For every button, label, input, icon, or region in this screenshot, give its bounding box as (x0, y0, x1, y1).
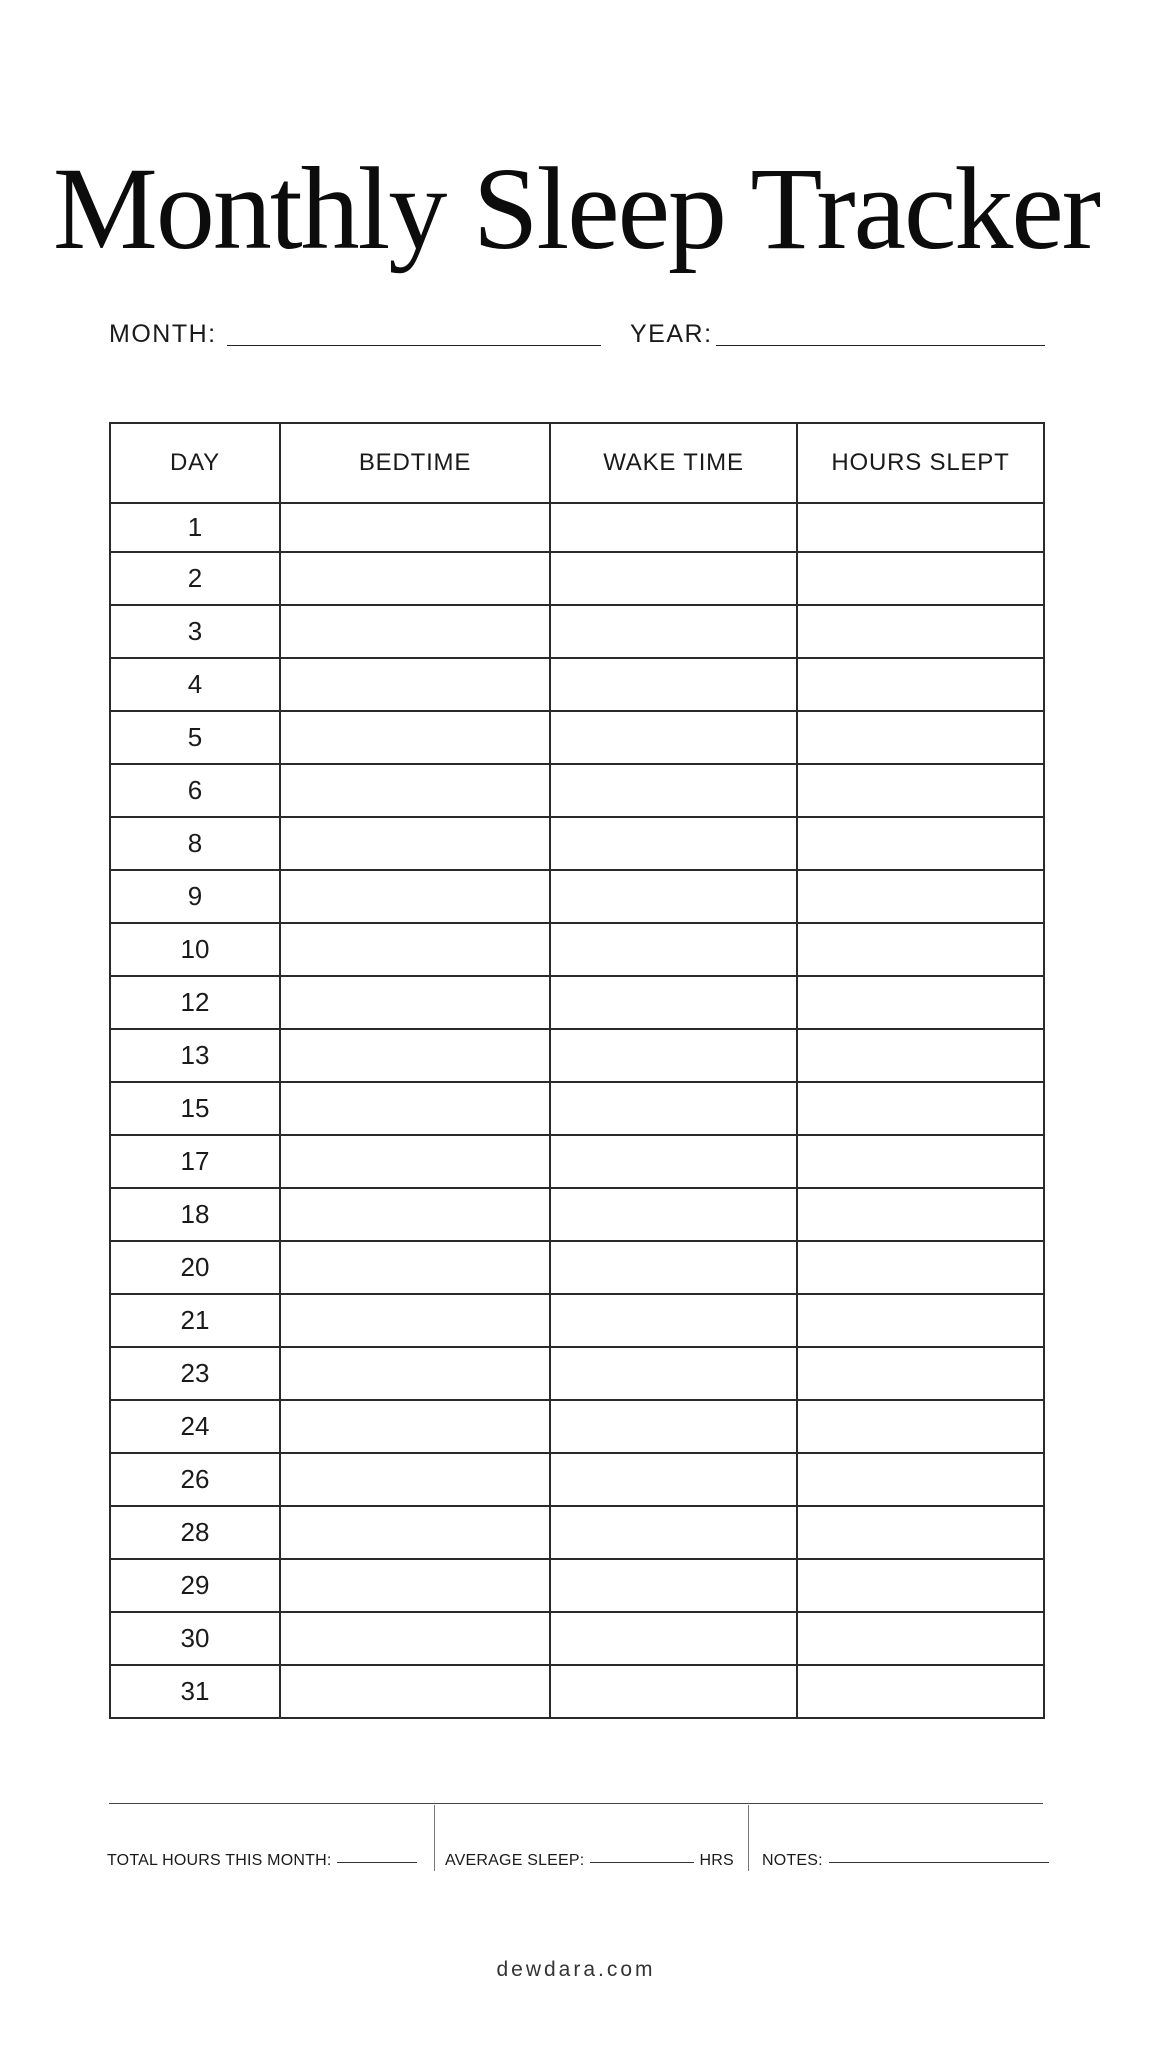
day-cell: 18 (110, 1188, 280, 1241)
wake-time-cell[interactable] (550, 870, 797, 923)
bedtime-cell[interactable] (280, 1135, 550, 1188)
table-row (110, 1453, 1044, 1506)
notes-field[interactable] (762, 1838, 1049, 1870)
hours-slept-cell[interactable] (797, 1453, 1044, 1506)
table-row (110, 1665, 1044, 1718)
table-header-row (110, 423, 1044, 503)
total-hours-blank-line[interactable] (337, 1862, 417, 1863)
table-row (110, 1559, 1044, 1612)
header-day: DAY (110, 423, 280, 503)
table-row (110, 1612, 1044, 1665)
notes-blank-line[interactable] (829, 1862, 1049, 1863)
table-row (110, 711, 1044, 764)
wake-time-cell[interactable] (550, 1241, 797, 1294)
table-row (110, 503, 1044, 552)
bedtime-cell[interactable] (280, 1241, 550, 1294)
bedtime-cell[interactable] (280, 1506, 550, 1559)
bedtime-cell[interactable] (280, 976, 550, 1029)
hours-slept-cell[interactable] (797, 711, 1044, 764)
bedtime-cell[interactable] (280, 503, 550, 552)
wake-time-cell[interactable] (550, 503, 797, 552)
table-row (110, 1082, 1044, 1135)
month-label: MONTH: (109, 320, 217, 348)
day-cell: 12 (110, 976, 280, 1029)
hours-slept-cell[interactable] (797, 658, 1044, 711)
wake-time-cell[interactable] (550, 1506, 797, 1559)
bedtime-cell[interactable] (280, 1347, 550, 1400)
table-row (110, 1241, 1044, 1294)
day-cell: 15 (110, 1082, 280, 1135)
year-blank-line[interactable] (716, 345, 1045, 346)
bedtime-cell[interactable] (280, 817, 550, 870)
wake-time-cell[interactable] (550, 764, 797, 817)
wake-time-cell[interactable] (550, 817, 797, 870)
page-title: Monthly Sleep Tracker (52, 143, 1100, 274)
table-row (110, 817, 1044, 870)
hours-slept-cell[interactable] (797, 1082, 1044, 1135)
hours-slept-cell[interactable] (797, 1241, 1044, 1294)
summary-divider (434, 1805, 435, 1871)
brand-footer: dewdara.com (496, 1958, 656, 1981)
hours-slept-cell[interactable] (797, 1347, 1044, 1400)
bedtime-cell[interactable] (280, 605, 550, 658)
day-cell: 28 (110, 1506, 280, 1559)
total-hours-field[interactable] (107, 1838, 422, 1870)
wake-time-cell[interactable] (550, 552, 797, 605)
month-field[interactable] (109, 318, 601, 352)
hours-slept-cell[interactable] (797, 1612, 1044, 1665)
header-bedtime: BEDTIME (280, 423, 550, 503)
hours-slept-cell[interactable] (797, 870, 1044, 923)
wake-time-cell[interactable] (550, 658, 797, 711)
table-row (110, 1029, 1044, 1082)
header-hours-slept: HOURS SLEPT (797, 423, 1044, 503)
day-cell: 9 (110, 870, 280, 923)
table-row (110, 764, 1044, 817)
day-cell: 13 (110, 1029, 280, 1082)
bedtime-cell[interactable] (280, 1559, 550, 1612)
hours-slept-cell[interactable] (797, 1665, 1044, 1718)
bedtime-cell[interactable] (280, 1188, 550, 1241)
hours-slept-cell[interactable] (797, 1029, 1044, 1082)
table-row (110, 658, 1044, 711)
table-row (110, 1506, 1044, 1559)
bedtime-cell[interactable] (280, 1453, 550, 1506)
bedtime-cell[interactable] (280, 711, 550, 764)
bedtime-cell[interactable] (280, 658, 550, 711)
table-row (110, 870, 1044, 923)
total-hours-label: TOTAL HOURS THIS MONTH: (107, 1852, 332, 1869)
bedtime-cell[interactable] (280, 1082, 550, 1135)
bedtime-cell[interactable] (280, 552, 550, 605)
bedtime-cell[interactable] (280, 870, 550, 923)
day-cell: 1 (110, 503, 280, 552)
bedtime-cell[interactable] (280, 1612, 550, 1665)
day-cell: 17 (110, 1135, 280, 1188)
hours-slept-cell[interactable] (797, 1135, 1044, 1188)
table-body (110, 503, 1044, 1718)
day-cell: 10 (110, 923, 280, 976)
day-cell: 31 (110, 1665, 280, 1718)
table-row (110, 1135, 1044, 1188)
bedtime-cell[interactable] (280, 1665, 550, 1718)
table-row (110, 976, 1044, 1029)
day-cell: 20 (110, 1241, 280, 1294)
day-cell: 3 (110, 605, 280, 658)
year-field[interactable] (630, 318, 1045, 352)
hours-slept-cell[interactable] (797, 1506, 1044, 1559)
bedtime-cell[interactable] (280, 1400, 550, 1453)
hours-slept-cell[interactable] (797, 976, 1044, 1029)
year-label: YEAR: (630, 320, 713, 348)
table-row (110, 1188, 1044, 1241)
day-cell: 5 (110, 711, 280, 764)
wake-time-cell[interactable] (550, 1029, 797, 1082)
hours-slept-cell[interactable] (797, 1559, 1044, 1612)
wake-time-cell[interactable] (550, 1400, 797, 1453)
day-cell: 26 (110, 1453, 280, 1506)
notes-label: NOTES: (762, 1852, 823, 1869)
footer-divider (109, 1803, 1043, 1804)
wake-time-cell[interactable] (550, 1665, 797, 1718)
hours-slept-cell[interactable] (797, 503, 1044, 552)
day-cell: 2 (110, 552, 280, 605)
wake-time-cell[interactable] (550, 1082, 797, 1135)
hours-slept-cell[interactable] (797, 923, 1044, 976)
table-row (110, 605, 1044, 658)
average-sleep-field[interactable] (445, 1838, 734, 1870)
wake-time-cell[interactable] (550, 1453, 797, 1506)
wake-time-cell[interactable] (550, 1135, 797, 1188)
day-cell: 8 (110, 817, 280, 870)
hours-slept-cell[interactable] (797, 1400, 1044, 1453)
day-cell: 23 (110, 1347, 280, 1400)
bedtime-cell[interactable] (280, 764, 550, 817)
table-row (110, 1294, 1044, 1347)
wake-time-cell[interactable] (550, 1347, 797, 1400)
average-sleep-label: AVERAGE SLEEP: (445, 1852, 585, 1869)
hours-slept-cell[interactable] (797, 1294, 1044, 1347)
hours-slept-cell[interactable] (797, 552, 1044, 605)
day-cell: 4 (110, 658, 280, 711)
sleep-tracker-table (109, 422, 1045, 1719)
day-cell: 29 (110, 1559, 280, 1612)
bedtime-cell[interactable] (280, 923, 550, 976)
day-cell: 30 (110, 1612, 280, 1665)
wake-time-cell[interactable] (550, 976, 797, 1029)
day-cell: 21 (110, 1294, 280, 1347)
table-row (110, 923, 1044, 976)
table-row (110, 1400, 1044, 1453)
hours-slept-cell[interactable] (797, 605, 1044, 658)
table-row (110, 552, 1044, 605)
wake-time-cell[interactable] (550, 1559, 797, 1612)
wake-time-cell[interactable] (550, 711, 797, 764)
header-wake-time: WAKE TIME (550, 423, 797, 503)
day-cell: 24 (110, 1400, 280, 1453)
wake-time-cell[interactable] (550, 605, 797, 658)
wake-time-cell[interactable] (550, 1188, 797, 1241)
wake-time-cell[interactable] (550, 1294, 797, 1347)
bedtime-cell[interactable] (280, 1294, 550, 1347)
summary-divider (748, 1805, 749, 1871)
table-row (110, 1347, 1044, 1400)
month-blank-line[interactable] (227, 345, 601, 346)
hours-slept-cell[interactable] (797, 817, 1044, 870)
average-sleep-unit: HRS (699, 1852, 734, 1869)
hours-slept-cell[interactable] (797, 764, 1044, 817)
average-sleep-blank-line[interactable] (590, 1862, 694, 1863)
wake-time-cell[interactable] (550, 923, 797, 976)
day-cell: 6 (110, 764, 280, 817)
bedtime-cell[interactable] (280, 1029, 550, 1082)
wake-time-cell[interactable] (550, 1612, 797, 1665)
hours-slept-cell[interactable] (797, 1188, 1044, 1241)
